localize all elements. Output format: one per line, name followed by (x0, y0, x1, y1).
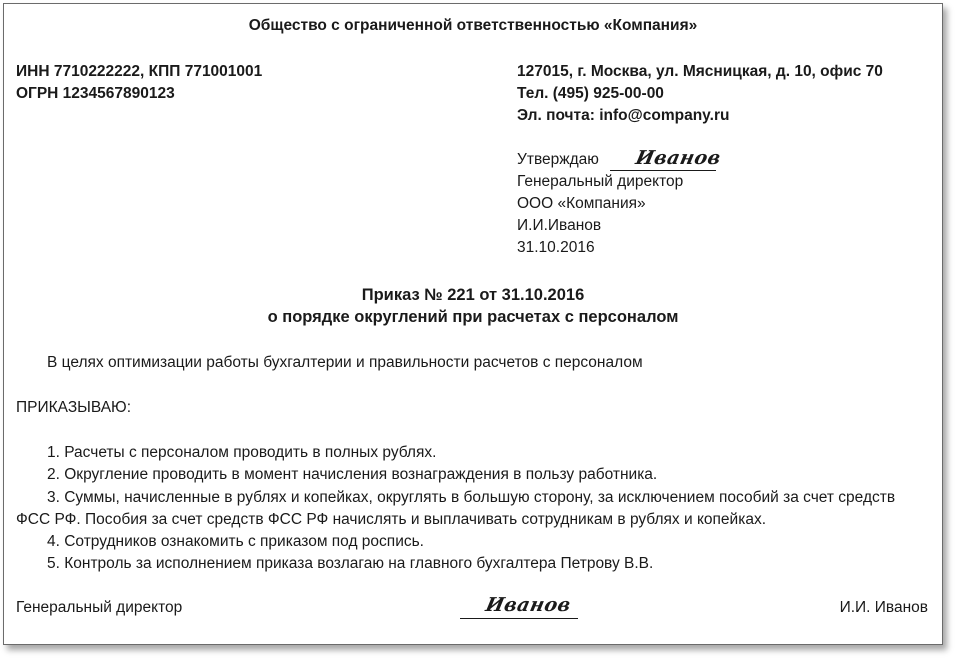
approval-position: Генеральный директор (517, 173, 684, 190)
company-address: 127015, г. Москва, ул. Мясницкая, д. 10, офис 70 (517, 63, 883, 80)
company-ogrn: ОГРН 1234567890123 (16, 85, 175, 102)
order-preamble: В целях оптимизации работы бухгалтерии и правильности расчетов с персоналом (47, 354, 643, 371)
approval-name: И.И.Иванов (517, 217, 602, 234)
order-item: 3. Суммы, начисленные в рублях и копейках, округлять в большую сторону, за исключением пособий за счет средств (47, 489, 896, 506)
footer-signature: Иванов (483, 594, 574, 616)
order-item: 4. Сотрудников ознакомить с приказом под роспись. (47, 533, 424, 550)
company-phone: Тел. (495) 925-00-00 (517, 85, 664, 102)
footer-name: И.И. Иванов (839, 599, 928, 616)
approval-date: 31.10.2016 (517, 239, 595, 256)
company-inn-kpp: ИНН 7710222222, КПП 771001001 (16, 63, 263, 80)
order-item: 5. Контроль за исполнением приказа возлагаю на главного бухгалтера Петрову В.В. (47, 555, 654, 572)
approval-label: Утверждаю (517, 151, 599, 168)
order-command: ПРИКАЗЫВАЮ: (16, 399, 132, 416)
company-full-name: Общество с ограниченной ответственностью «Компания» (248, 17, 698, 34)
order-subtitle: о порядке округлений при расчетах с персоналом (267, 308, 679, 326)
footer-position: Генеральный директор (16, 599, 183, 616)
order-title: Приказ № 221 от 31.10.2016 (361, 286, 585, 304)
approval-organization: ООО «Компания» (517, 195, 646, 212)
order-item: 2. Округление проводить в момент начисления вознаграждения в пользу работника. (47, 466, 658, 483)
order-item-continuation: ФСС РФ. Пособия за счет средств ФСС РФ начислять и выплачивать сотрудникам в рублях и копейках. (16, 511, 766, 528)
document-sheet (3, 3, 943, 645)
approval-signature: Иванов (633, 147, 724, 169)
company-email: Эл. почта: info@company.ru (517, 107, 730, 124)
order-item: 1. Расчеты с персоналом проводить в полных рублях. (47, 444, 437, 461)
